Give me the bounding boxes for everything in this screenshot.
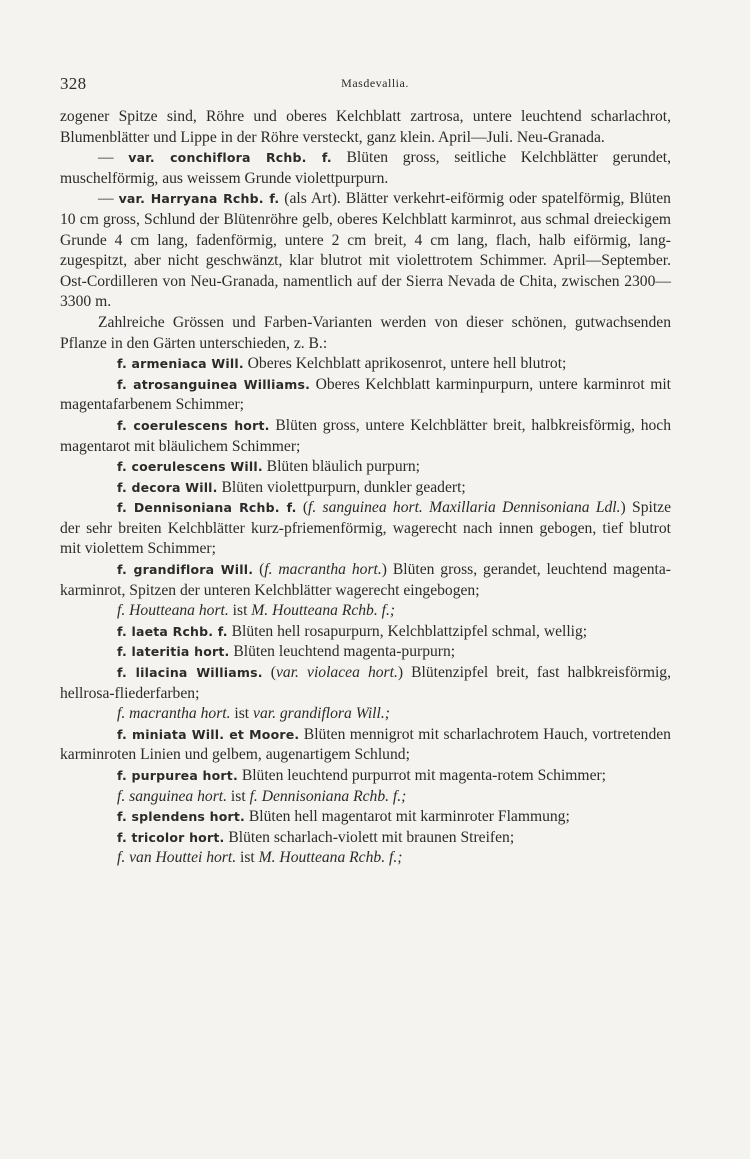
text-run: — — [98, 149, 129, 167]
text-run: ( — [296, 499, 309, 517]
taxon-name: f. laeta Rchb. f. — [117, 623, 228, 639]
text-run: Blüten leuchtend magenta-purpurn; — [229, 643, 456, 661]
taxon-name: f. decora Will. — [117, 479, 218, 495]
variety-entry — [60, 354, 671, 375]
variety-entry — [60, 457, 671, 478]
taxon-name: var. Harryana Rchb. f. — [118, 191, 280, 207]
text-run: ( — [262, 664, 276, 682]
running-title: Masdevallia. — [341, 76, 409, 90]
italic-reference: var. grandiflora Will.; — [253, 705, 390, 723]
page-header — [60, 72, 690, 96]
italic-reference: f. sanguinea hort. — [117, 787, 228, 805]
text-run: ) Blüten gross, gerandet, leuchtend magenta-karminrot, Spitzen der unteren Kelchblätter wagerecht eingebogen; — [60, 561, 672, 599]
text-run: zogener Spitze sind, Röhre und oberes Kelchblatt zartrosa, untere leuchtend scharlachrot, Blumenblätter und Lippe in der Röhre versteckt, ganz klein. April—Juli. Neu-Granada. — [60, 108, 671, 146]
italic-reference: M. Houtteana Rchb. f.; — [258, 849, 403, 867]
text-run: ist — [228, 602, 252, 620]
variety-entry — [60, 704, 671, 725]
body-paragraph — [60, 189, 671, 313]
body-paragraph — [60, 148, 671, 189]
variety-entry — [60, 622, 671, 643]
italic-reference: M. Houtteana Rchb. f.; — [251, 602, 396, 620]
italic-reference: var. violacea hort. — [276, 664, 398, 682]
variety-entry — [60, 848, 671, 869]
text-run: ist — [227, 787, 250, 805]
text-run: Blüten bläulich purpurn; — [262, 458, 420, 476]
variety-entry — [60, 498, 671, 560]
body-paragraph — [60, 107, 671, 148]
taxon-name: f. splendens hort. — [117, 809, 245, 825]
variety-entry — [60, 416, 671, 457]
text-run: ( — [253, 561, 265, 579]
taxon-name: f. miniata Will. et Moore. — [117, 726, 300, 742]
variety-entry — [60, 807, 671, 828]
text-run: Blüten hell rosapurpurn, Kelchblattzipfel schmal, wellig; — [227, 622, 588, 640]
text-run: Blüten scharlach-violett mit braunen Streifen; — [224, 828, 515, 846]
variety-entry — [60, 663, 671, 704]
variety-entry — [60, 828, 671, 849]
variety-entry — [60, 601, 671, 622]
text-run: — — [98, 190, 119, 208]
variety-entry — [60, 787, 671, 808]
variety-entry — [60, 642, 671, 663]
page-body — [60, 107, 671, 869]
variety-entry — [60, 766, 671, 787]
taxon-name: var. conchiflora Rchb. f. — [128, 150, 332, 166]
italic-reference: f. van Houttei hort. — [117, 849, 237, 867]
body-paragraph — [60, 313, 671, 354]
italic-reference: f. Houtteana hort. — [117, 602, 229, 620]
text-run: Zahlreiche Grössen und Farben-Varianten werden von dieser schönen, gutwachsenden Pflanze in den Gärten unterschieden, z. B.: — [60, 313, 671, 352]
text-run: (als Art). Blätter verkehrt-eiförmig oder spatelförmig, Blüten 10 cm gross, Schlund der Blütenröhre gelb, oberes Kelchblatt karminrot, aus schmal dreieckigem Grunde 4 cm lang, fadenförmig, untere 2 cm breit, 4 cm lang, flach, halb eiförmig, lang-zugespitzt, aber nicht geschwänzt, klar blutrot mit violettrotem Schimmer. April—September. Ost-Cordilleren von Neu-Granada, namentlich auf der Sierra Nevada de Chita, zwischen 2300—3300 m. — [60, 190, 671, 311]
text-run: ist — [230, 705, 254, 723]
variety-entry — [60, 478, 671, 499]
taxon-name: f. grandiflora Will. — [117, 562, 254, 578]
variety-entry — [60, 560, 671, 601]
taxon-name: f. lateritia hort. — [117, 644, 230, 660]
page-number: 328 — [60, 74, 87, 93]
variety-entry — [60, 725, 671, 766]
text-run: Blüten gross, untere Kelchblätter breit, halbkreisförmig, hoch magentarot mit bläulichem Schimmer; — [60, 416, 671, 455]
taxon-name: f. Dennisoniana Rchb. f. — [117, 500, 297, 516]
taxon-name: f. purpurea hort. — [117, 768, 238, 783]
taxon-name: f. coerulescens hort. — [117, 417, 270, 433]
text-run: Blüten hell magentarot mit karminroter Flammung; — [245, 808, 570, 826]
text-run: Blüten gross, seitliche Kelchblätter gerundet, muschelförmig, aus weissem Grunde violettpurpurn. — [60, 149, 671, 187]
taxon-name: f. coerulescens Will. — [117, 459, 263, 475]
text-run: Blüten violettpurpurn, dunkler geadert; — [217, 478, 466, 496]
taxon-name: f. atrosanguinea Williams. — [117, 376, 311, 392]
italic-reference: f. macrantha hort. — [264, 561, 382, 579]
italic-reference: f. sanguinea hort. Maxillaria Dennisoniana Ldl. — [308, 499, 621, 517]
taxon-name: f. lilacina Williams. — [117, 665, 263, 681]
italic-reference: f. Dennisoniana Rchb. f.; — [249, 787, 407, 805]
text-run: Oberes Kelchblatt karminpurpurn, untere karminrot mit magentafarbenem Schimmer; — [60, 375, 671, 414]
variety-entry — [60, 375, 671, 416]
taxon-name: f. tricolor hort. — [117, 829, 225, 845]
text-run: ist — [236, 849, 259, 867]
taxon-name: f. armeniaca Will. — [117, 356, 244, 372]
text-run: Oberes Kelchblatt aprikosenrot, untere hell blutrot; — [243, 355, 567, 373]
text-run: Blüten mennigrot mit scharlachrotem Hauch, vortretenden karminroten Linien und gelbem, augenartigem Schlund; — [60, 725, 671, 764]
text-run: ) Spitze der sehr breiten Kelchblätter kurz-pfriemenförmig, wagerecht nach innen gebogen, tief blutrot mit violettem Schimmer; — [60, 499, 671, 558]
text-run: Blüten leuchtend purpurrot mit magenta-rotem Schimmer; — [237, 767, 607, 784]
italic-reference: f. macrantha hort. — [117, 705, 231, 723]
text-run: ) Blütenzipfel breit, fast halbkreisförmig, hellrosa-fliederfarben; — [60, 664, 671, 702]
